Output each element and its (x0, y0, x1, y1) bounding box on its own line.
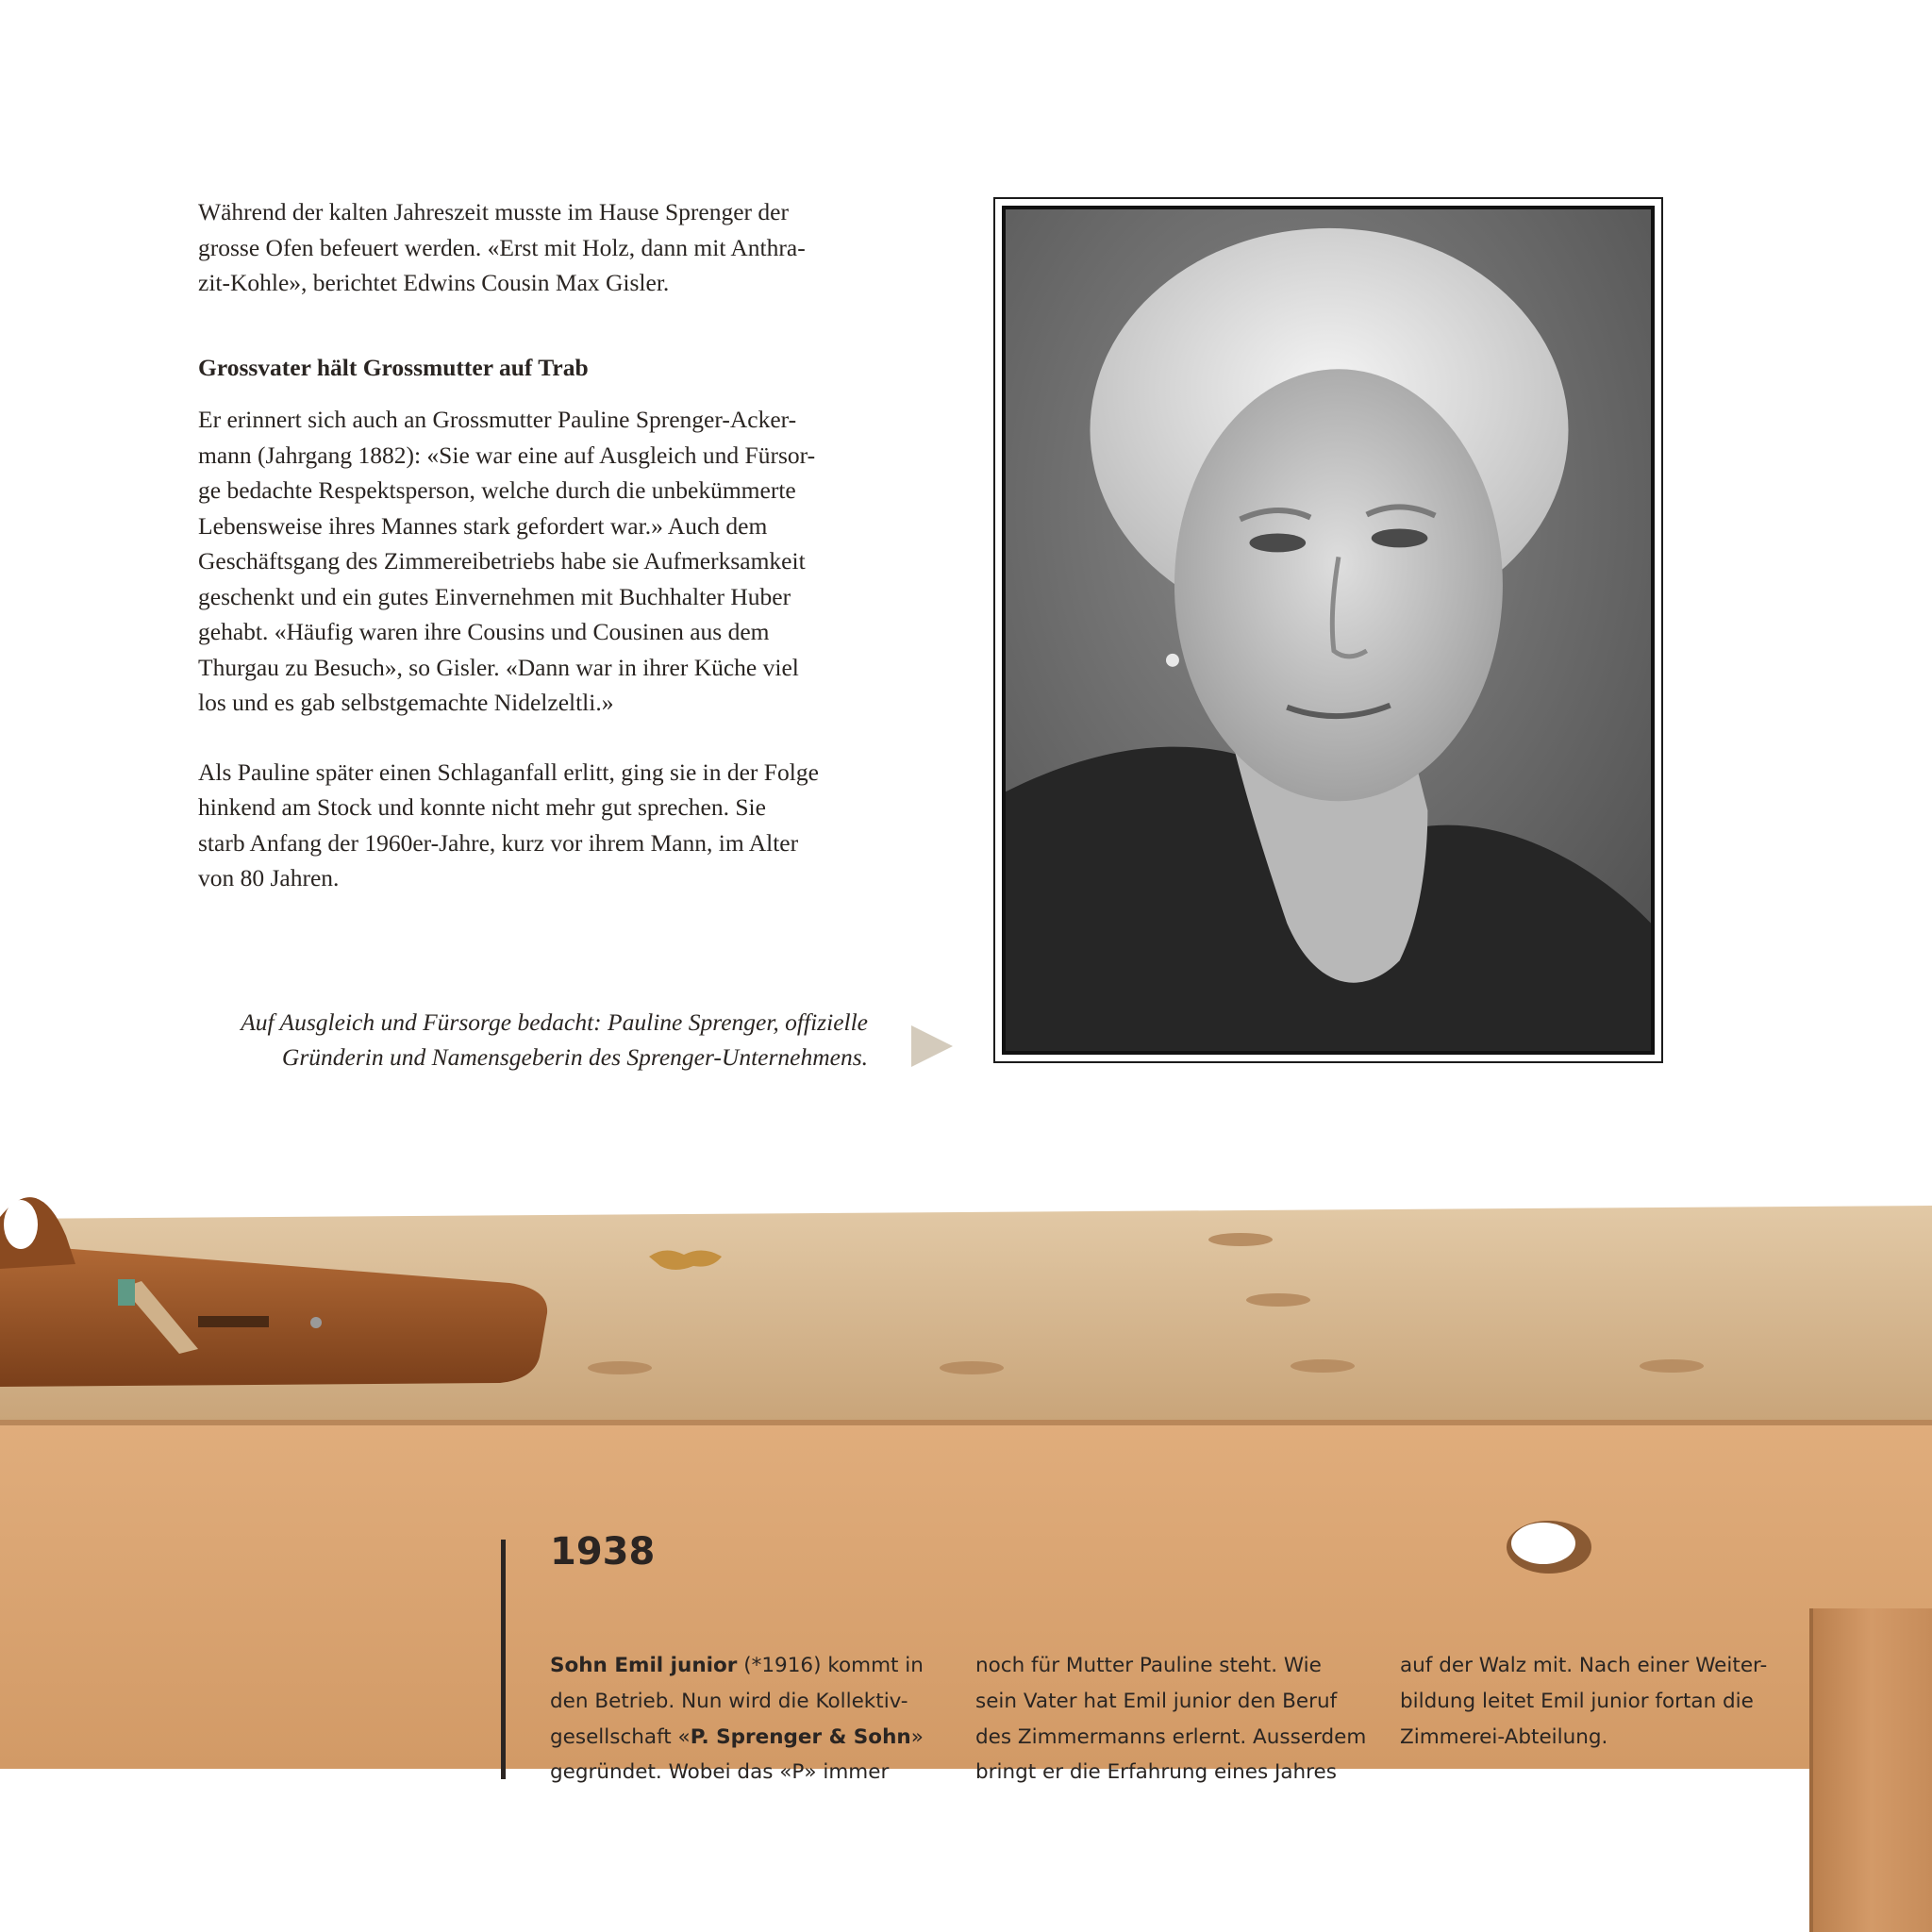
caption-line: Gründerin und Namensgeberin des Sprenger-Unternehmens. (281, 1043, 868, 1071)
text-line: ge bedachte Respektsperson, welche durch die unbekümmerte (198, 476, 796, 504)
text-line: von 80 Jahren. (198, 864, 340, 891)
text-line: den Betrieb. Nun wird die Kollektiv- (550, 1689, 908, 1713)
emphasis-text: P. Sprenger & Sohn (690, 1724, 911, 1749)
text-line: gegründet. Wobei das «P» immer (550, 1760, 890, 1785)
text-line: Er erinnert sich auch an Grossmutter Pauline Sprenger-Acker- (198, 406, 797, 433)
caption-arrow-icon (911, 1025, 953, 1067)
text-line: Lebensweise ihres Mannes stark gefordert war.» Auch dem (198, 511, 768, 540)
text-line: des Zimmermanns erlernt. Ausserdem (975, 1724, 1367, 1749)
body-paragraph (198, 402, 877, 721)
workbench-graphic (0, 1104, 1932, 1932)
text-line: geschenkt und ein gutes Einvernehmen mit Buchhalter Huber (198, 582, 791, 610)
emphasis-text: Sohn Emil junior (550, 1654, 738, 1677)
text-line: bringt er die Erfahrung eines Jahres (975, 1760, 1337, 1785)
text-line: Als Pauline später einen Schlaganfall erlitt, ging sie in der Folge (198, 758, 819, 786)
text-line: zit-Kohle», berichtet Edwins Cousin Max Gisler. (198, 269, 670, 296)
text-line: mann (Jahrgang 1882): «Sie war eine auf Ausgleich und Fürsor- (198, 441, 816, 469)
photo-caption (179, 1005, 868, 1074)
article-text (198, 194, 877, 896)
text-line: Zimmerei-Abteilung. (1400, 1724, 1608, 1749)
section-heading: Grossvater hält Grossmutter auf Trab (198, 353, 589, 381)
text-line: noch für Mutter Pauline steht. Wie (975, 1654, 1322, 1677)
timeline-column-3 (1400, 1648, 1767, 1755)
text-run: gesellschaft « (550, 1724, 691, 1749)
text-line: bildung leitet Emil junior fortan die (1400, 1689, 1754, 1713)
text-line (550, 1720, 924, 1756)
text-run: (*1916) kommt in (737, 1654, 924, 1677)
timeline-column-2 (975, 1648, 1366, 1790)
text-line: starb Anfang der 1960er-Jahre, kurz vor ihrem Mann, im Alter (198, 828, 799, 857)
text-line: gehabt. «Häufig waren ihre Cousins und Cousinen aus dem (198, 618, 770, 645)
workbench-illustration (0, 1104, 1932, 1932)
caption-line: Auf Ausgleich und Fürsorge bedacht: Pauline Sprenger, offizielle (241, 1008, 868, 1036)
text-line: auf der Walz mit. Nach einer Weiter- (1400, 1654, 1768, 1677)
year-rule (501, 1540, 506, 1779)
text-line: los und es gab selbstgemachte Nidelzeltli.» (198, 689, 614, 716)
timeline-column-1 (550, 1648, 924, 1790)
text-line: hinkend am Stock und konnte nicht mehr gut sprechen. Sie (198, 793, 766, 821)
text-line: sein Vater hat Emil junior den Beruf (975, 1689, 1338, 1713)
text-line (550, 1648, 924, 1684)
portrait-photo-frame (993, 197, 1663, 1063)
text-line: grosse Ofen befeuert werden. «Erst mit Holz, dann mit Anthra- (198, 233, 806, 261)
text-line: Geschäftsgang des Zimmereibetriebs habe sie Aufmerksamkeit (198, 547, 806, 575)
text-line: Während der kalten Jahreszeit musste im Hause Sprenger der (198, 198, 789, 225)
body-paragraph (198, 755, 877, 896)
intro-paragraph (198, 194, 877, 301)
year-label: 1938 (550, 1530, 656, 1574)
text-run: » (910, 1724, 924, 1749)
portrait-photo (1002, 206, 1655, 1055)
portrait-image (1006, 209, 1651, 1051)
text-line: Thurgau zu Besuch», so Gisler. «Dann war in ihrer Küche viel (198, 653, 799, 681)
